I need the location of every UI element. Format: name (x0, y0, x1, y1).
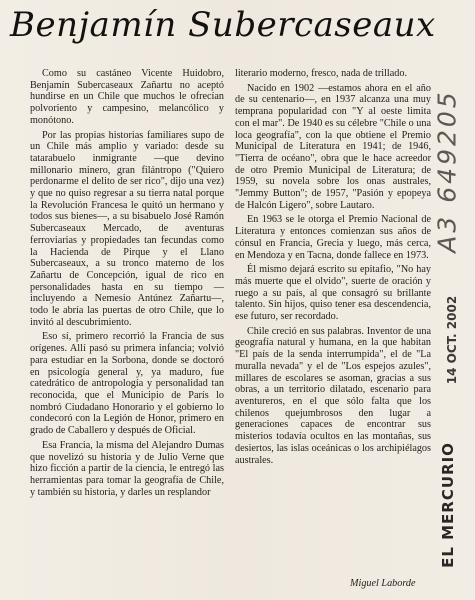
article-column-left (30, 68, 224, 498)
paragraph: En 1963 se le otorga el Premio Nacional de Literatura y entonces comienzan sus años de cónsul en Francia, Grecia y luego, más cerca, en Mendoza y en Tacna, donde fallece en 1973. (235, 214, 431, 261)
paragraph: Eso sí, primero recorrió la Francia de sus orígenes. Allí pasó su primera infancia; volvió para estudiar en la Sorbona, donde se doctoró en psicología general y, ya maduro, fue catedrático de antropología y personalidad tan reconocida, que el Municipio de París lo nombró Ciudadano Honorario y el gobierno lo condecoró con la Legión de Honor, primero en grado de Caballero y después de Oficial. (30, 331, 224, 437)
publication-stamp (430, 295, 470, 600)
paragraph: Chile creció en sus palabras. Inventor de una geografía natural y humana, en la que habitan "El país de la senda interrumpida", el de "La muralla nevada" y el de "Los espejos azules", millares de escolares se asoman, gracias a sus obras, a un territorio dilatado, escenario para aventureros, en el que sólo falta que los chilenos quejumbrosos den lugar a generaciones capaces de encontrar sus misterios todavía ocultos en las montañas, sus desiertos, las islas oceánicas o los archipiélagos australes. (235, 325, 431, 466)
date-stamp: 14 OCT. 2002 (445, 295, 459, 385)
archive-code: A3 649205 (432, 89, 462, 253)
paragraph: Nacido en 1902 —estamos ahora en el año de su centenario—, en 1937 alcanza una muy temprana popularidad con "Y al oeste limita con el mar". De 1940 es su célebre "Chile o una loca geografía", con la que obtiene el Premio Municipal de Literatura en 1941; de 1946, "Tierra de océano", obra que le hace acreedor de otro Premio Municipal de Literatura; de 1959, su novela sobre los onas australes, "Jemmy Button"; de 1957, "Pasión y epopeya de Halcón Ligero", sobre Lautaro. (235, 82, 431, 211)
author-signature: Miguel Laborde (350, 578, 416, 589)
paragraph: Esa Francia, la misma del Alejandro Dumas que novelizó su historia y de Julio Verne que hizo ficción a partir de la ciencia, le entregó las herramientas para tomar la geografía de Chile, y también su historia, y darles un resplandor (30, 439, 224, 498)
paragraph: literario moderno, fresco, nada de trillado. (235, 68, 407, 79)
paragraph: Por las propias historias familiares supo de un Chile más amplio y variado: desde su tatarabuelo inmigrante —que devino millonario minero, gran filántropo ("Quiero perdonarme el delito de ser rico", dijo una vez) y que no quiso regresar a su tierra natal porque la Revolución Francesa le quitó un hermano y todos sus bienes—, a su bisabuelo José Ramón Subercaseaux Mercado, de aventuras ferroviarias y propiedades tan fecundas como la Hacienda de Pirque y el Llano Subercaseaux, a su tronco materno de los Zañartu de Concepción, igual de rico en personalidades hasta en su tiempo —incluyendo a Nemesio Antúnez Zañartu—, todo le abría las puertas de otro Chile, que lo invitó al descubrimiento. (30, 129, 224, 328)
paragraph: Él mismo dejará escrito su epitafio, "No hay más muerte que el olvido", suerte de oración y ruego a su país, al que consagró su brillante talento. Sin hijos, quiso tener esa descendencia, ese futuro, ser recordado. (235, 264, 431, 323)
paragraph: Como su castáneo Vicente Huidobro, Benjamín Subercaseaux Zañartu no aceptó hundirse en un Chile que muchos le ofrecían polvoriento y campesino, melancólico y monótono. (30, 68, 224, 126)
source-stamp: EL MERCURIO (439, 442, 457, 568)
handwritten-annotation (425, 46, 469, 296)
article-title: Benjamín Subercaseaux (10, 5, 436, 45)
article-column-right (235, 68, 431, 466)
